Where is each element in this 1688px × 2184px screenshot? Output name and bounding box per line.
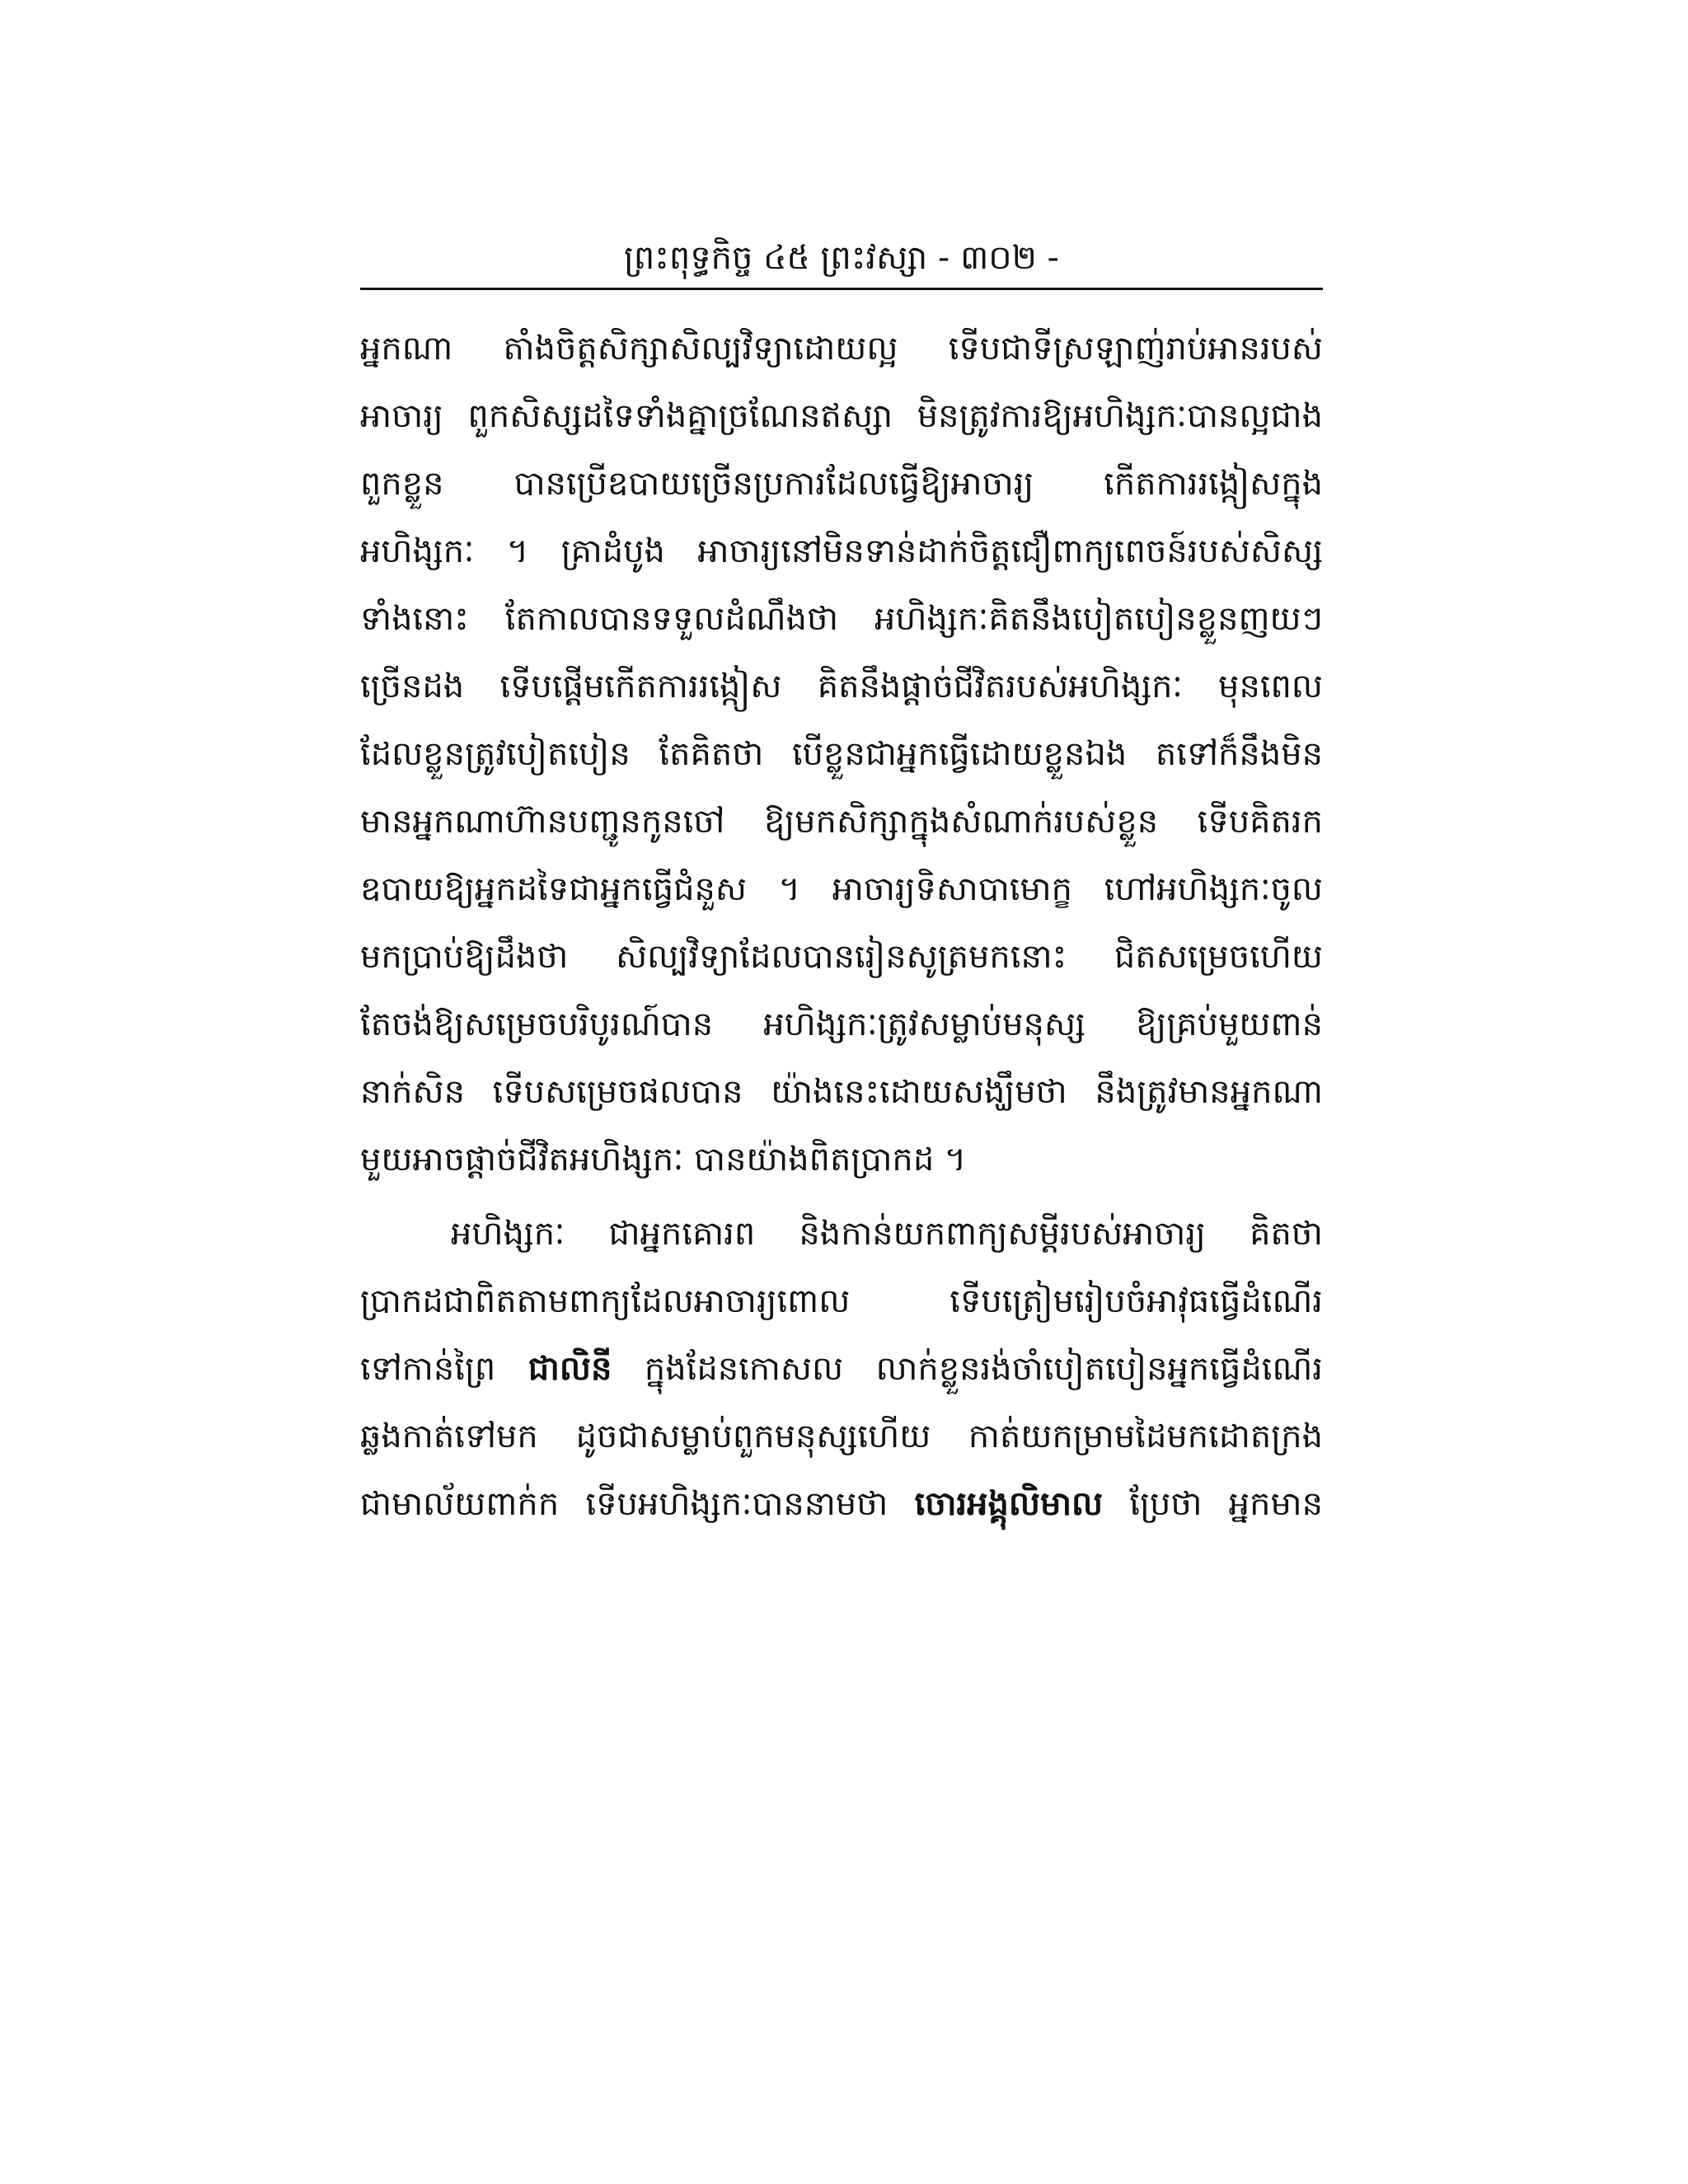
paragraph-2-line-3-start: ទៅកាន់ព្រៃ [360, 1350, 528, 1388]
paragraph-1-line-1: អ្នកណា តាំងចិត្តសិក្សាសិល្បវិទ្យាដោយល្អ ទើបជាទីស្រឡាញ់រាប់អានរបស់ [360, 330, 1323, 368]
paragraph-1-line-12: នាក់សិន ទើបសម្រេចផលបាន យ៉ាងនេះដោយសង្ឃឹមថា នឹងត្រូវមានអ្នកណា [360, 1073, 1323, 1111]
paragraph-2-line-5-end: ប្រែថា អ្នកមាន [1103, 1485, 1323, 1523]
paragraph-2-line-4: ឆ្លងកាត់ទៅមក ដូចជាសម្លាប់ពួកមនុស្សហើយ កាត់យកម្រាមដៃមកដោតក្រង [360, 1418, 1323, 1455]
paragraph-2-line-3-end: ក្នុងដែនកោសល លាក់ខ្លួនរង់ចាំបៀតបៀនអ្នកធ្វើដំណើរ [612, 1350, 1323, 1388]
paragraph-2-line-1 [360, 1200, 1323, 1268]
paragraph-1-line-4: អហិង្សកៈ ។ គ្រាដំបូង អាចារ្យនៅមិនទាន់ដាក់ចិត្តជឿពាក្យពេចន៍របស់សិស្ស [360, 532, 1323, 570]
paragraph-1-line-3: ពួកខ្លួន បានប្រើឧបាយច្រើនប្រការដែលធ្វើឱ្យអាចារ្យ កើតការរង្កៀសក្នុង [360, 465, 1323, 503]
paragraph-1-line-13: មួយអាចផ្ដាច់ជីវិតអហិង្សកៈ បានយ៉ាងពិតប្រាកដ ។ [360, 1141, 967, 1179]
header-rule [360, 288, 1323, 290]
running-header: ព្រះពុទ្ធកិច្ច ៤៥ ព្រះវស្សា - ៣០២ - [624, 239, 1059, 277]
paragraph-1 [360, 315, 1323, 1193]
paragraph-2-line-1-text: អហិង្សកៈ ជាអ្នកគោរព និងកាន់យកពាក្យសម្ដីរបស់អាចារ្យ គិតថា [451, 1215, 1323, 1253]
paragraph-2-line-2: ប្រាកដជាពិតតាមពាក្យដែលអាចារ្យពោល ទើបត្រៀមរៀបចំអាវុធធ្វើដំណើរ [360, 1282, 1323, 1320]
paragraph-1-line-2: អាចារ្យ ពួកសិស្សដទៃទាំងគ្នាច្រណែនឥស្សា មិនត្រូវការឱ្យអហិង្សកៈបានល្អជាង [360, 397, 1323, 435]
paragraph-1-line-7: ដែលខ្លួនត្រូវបៀតបៀន តែគិតថា បើខ្លួនជាអ្នកធ្វើដោយខ្លួនឯង តទៅក៏នឹងមិន [360, 735, 1323, 773]
paragraph-2-line-5-start: ជាមាល័យពាក់ក ទើបអហិង្សកៈបាននាមថា [360, 1485, 915, 1523]
paragraph-2 [360, 1200, 1323, 1538]
place-name-jalini: ជាលិនី [528, 1350, 612, 1388]
paragraph-1-line-5: ទាំងនោះ តែកាលបានទទួលដំណឹងថា អហិង្សកៈគិតនឹងបៀតបៀនខ្លួនញយៗ [360, 600, 1323, 638]
paragraph-1-line-9: ឧបាយឱ្យអ្នកដទៃជាអ្នកធ្វើជំនួស ។ អាចារ្យទិសាបាមោក្ខ ហៅអហិង្សកៈចូល [360, 870, 1323, 908]
paragraph-1-line-8: មានអ្នកណាហ៊ានបញ្ជូនកូនចៅ ឱ្យមកសិក្សាក្នុងសំណាក់របស់ខ្លួន ទើបគិតរក [360, 803, 1323, 841]
body-text [360, 315, 1323, 1538]
paragraph-1-line-6: ច្រើនដង ទើបផ្ដើមកើតការរង្កៀស គិតនឹងផ្ដាច់ជីវិតរបស់អហិង្សកៈ មុនពេល [360, 668, 1323, 705]
paragraph-2-line-3 [360, 1335, 1323, 1403]
name-angulimala: ចោរអង្គុលិមាល [914, 1485, 1104, 1523]
paragraph-2-line-5 [360, 1470, 1323, 1538]
paragraph-1-line-10: មកប្រាប់ឱ្យដឹងថា សិល្បវិទ្យាដែលបានរៀនសូត្រមកនោះ ជិតសម្រេចហើយ [360, 938, 1323, 976]
paragraph-1-line-11: តែចង់ឱ្យសម្រេចបរិបូរណ៍បាន អហិង្សកៈត្រូវសម្លាប់មនុស្ស ឱ្យគ្រប់មួយពាន់ [360, 1005, 1323, 1043]
